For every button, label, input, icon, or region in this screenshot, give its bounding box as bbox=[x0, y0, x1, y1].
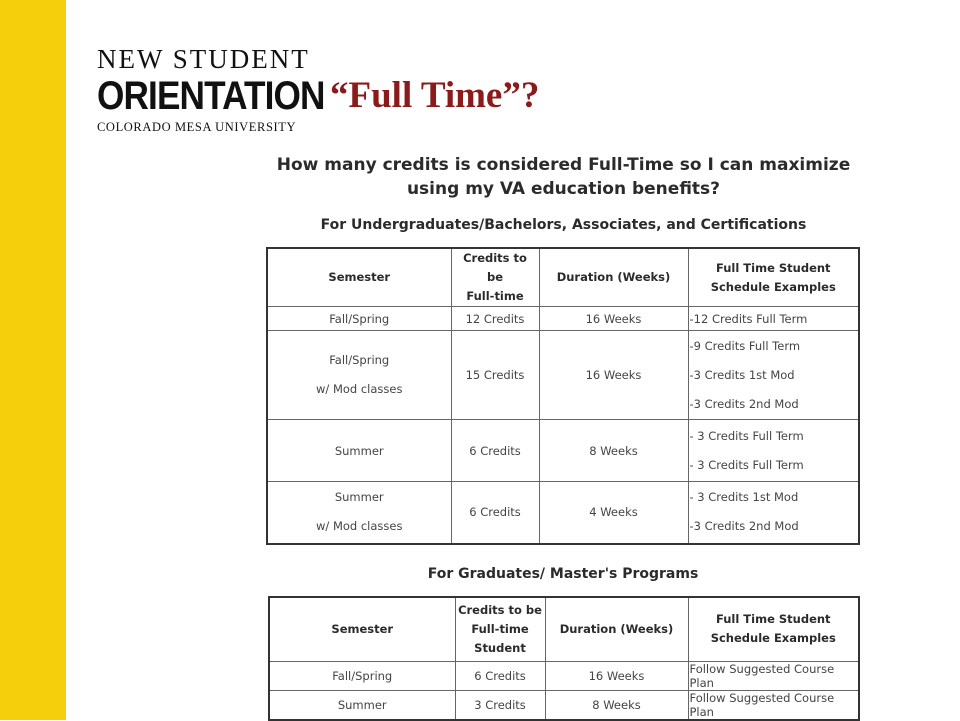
header-semester: Semester bbox=[267, 248, 451, 307]
question-line-1: How many credits is considered Full-Time so I can maximize bbox=[276, 155, 851, 175]
header-duration: Duration (Weeks) bbox=[539, 248, 688, 307]
graduate-table bbox=[268, 596, 860, 721]
cell-examples: Follow Suggested Course Plan bbox=[688, 690, 859, 720]
cell-credits: 3 Credits bbox=[455, 690, 545, 720]
cell-semester: Summer bbox=[267, 420, 451, 482]
undergrad-heading: For Undergraduates/Bachelors, Associates, and Certifications bbox=[320, 217, 807, 233]
cell-credits: 6 Credits bbox=[455, 661, 545, 690]
table-row bbox=[269, 690, 859, 720]
cell-semester: Fall/Spring bbox=[267, 307, 451, 331]
header-semester: Semester bbox=[269, 597, 455, 661]
slide-title: “Full Time”? bbox=[330, 75, 540, 116]
table-row bbox=[267, 420, 859, 482]
table-header-row bbox=[269, 597, 859, 661]
yellow-sidebar bbox=[0, 0, 66, 720]
cell-duration: 8 Weeks bbox=[539, 420, 688, 482]
undergrad-table bbox=[266, 247, 860, 545]
cell-examples: -9 Credits Full Term -3 Credits 1st Mod -3 Credits 2nd Mod bbox=[688, 331, 859, 420]
cell-examples: Follow Suggested Course Plan bbox=[688, 661, 859, 690]
logo-line-1: NEW STUDENT bbox=[97, 44, 310, 74]
header-credits: Credits to be Full-time bbox=[451, 248, 539, 307]
cell-credits: 12 Credits bbox=[451, 307, 539, 331]
table-row bbox=[267, 331, 859, 420]
cell-credits: 15 Credits bbox=[451, 331, 539, 420]
question-heading bbox=[266, 153, 861, 201]
table-row bbox=[267, 307, 859, 331]
cell-semester: Summer w/ Mod classes bbox=[267, 482, 451, 544]
header-examples: Full Time Student Schedule Examples bbox=[688, 597, 859, 661]
logo-line-2: ORIENTATION bbox=[97, 74, 325, 118]
question-line-2: using my VA education benefits? bbox=[406, 179, 721, 199]
table-row bbox=[269, 661, 859, 690]
cell-examples: -12 Credits Full Term bbox=[688, 307, 859, 331]
cell-duration: 4 Weeks bbox=[539, 482, 688, 544]
header-examples: Full Time Student Schedule Examples bbox=[688, 248, 859, 307]
cell-credits: 6 Credits bbox=[451, 420, 539, 482]
new-student-orientation-logo bbox=[97, 44, 325, 135]
cell-semester: Fall/Spring bbox=[269, 661, 455, 690]
header-credits: Credits to be Full-time Student bbox=[455, 597, 545, 661]
cell-duration: 16 Weeks bbox=[539, 307, 688, 331]
graduate-heading: For Graduates/ Master's Programs bbox=[427, 566, 699, 582]
cell-semester: Fall/Spring w/ Mod classes bbox=[267, 331, 451, 420]
cell-semester: Summer bbox=[269, 690, 455, 720]
header-duration: Duration (Weeks) bbox=[545, 597, 688, 661]
cell-examples: - 3 Credits Full Term - 3 Credits Full Term bbox=[688, 420, 859, 482]
cell-credits: 6 Credits bbox=[451, 482, 539, 544]
table-row bbox=[267, 482, 859, 544]
cell-duration: 16 Weeks bbox=[539, 331, 688, 420]
cell-duration: 16 Weeks bbox=[545, 661, 688, 690]
cell-duration: 8 Weeks bbox=[545, 690, 688, 720]
cell-examples: - 3 Credits 1st Mod -3 Credits 2nd Mod bbox=[688, 482, 859, 544]
table-header-row bbox=[267, 248, 859, 307]
logo-line-3: COLORADO MESA UNIVERSITY bbox=[97, 120, 297, 134]
